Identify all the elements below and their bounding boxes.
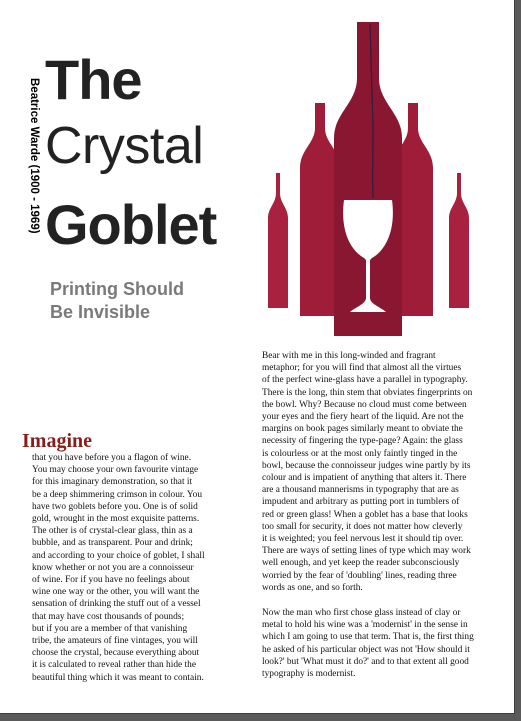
author-text: Beatrice Warde (1900 - 1969): [28, 78, 40, 234]
wine-bottles-goblet-illustration: [262, 18, 474, 348]
text-line: and according to your choice of goblet, I shall: [32, 550, 205, 561]
text-line: tribe, the amateurs of fine vintages, you will: [32, 636, 198, 647]
text-line: it is calculated to reveal rather than hide the: [32, 660, 196, 671]
subtitle: [50, 278, 250, 324]
text-line: metal to hold his wine was a 'modernist' in the sense in: [262, 620, 468, 631]
text-line: well enough, and yet keep the reader subconsciously: [262, 558, 460, 569]
text-line: You may choose your own favourite vintage: [32, 465, 199, 476]
text-line: know whether or not you are a connoisseur: [32, 562, 194, 573]
text-line: beautiful thing which it was meant to contain.: [32, 672, 204, 683]
title-line-crystal: Crystal: [45, 117, 204, 175]
subtitle-line-1: Printing Should: [50, 279, 184, 299]
text-line: too small for security, it does not matter how cleverly: [262, 521, 463, 532]
text-line: The other is of crystal-clear glass, thin as a: [32, 526, 193, 537]
text-line: colour and is impatient of anything that alters it. There: [262, 473, 467, 484]
right-paragraph-1: [262, 350, 492, 594]
text-line: There are ways of setting lines of type which may work: [262, 546, 471, 557]
text-line: bowl, because the connoisseur judges wine partly by its: [262, 460, 471, 471]
text-line: Now the man who first chose glass instead of clay or: [262, 608, 461, 619]
text-line: it is weighted; you feel nervous lest it should tip over.: [262, 534, 464, 545]
text-line: that may have cost thousands of pounds;: [32, 611, 185, 622]
text-line: bubble, and as transparent. Pour and drink;: [32, 538, 193, 549]
text-line: choose the crystal, because everything about: [32, 648, 200, 659]
text-line: metaphor; for you will find that almost all the virtues: [262, 363, 462, 374]
text-line: for this imaginary demonstration, so that it: [32, 477, 193, 488]
text-line: your eyes and the fiery heart of the liquid. Are not the: [262, 412, 464, 423]
text-line: be a deep shimmering crimson in colour. You: [32, 489, 203, 500]
title-line-the: The: [45, 48, 142, 111]
subtitle-line-2: Be Invisible: [50, 302, 151, 322]
text-line: that you have before you a flagon of wine.: [32, 453, 192, 463]
bottle-far-left: [268, 173, 288, 308]
imagine-heading: Imagine: [22, 430, 92, 452]
text-line: red or green glass! When a goblet has a base that looks: [262, 509, 468, 520]
text-line: necessity of fingering the type-page? Again: the glass: [262, 436, 463, 447]
right-column-text: [262, 350, 492, 680]
text-line: of wine. For if you have no feelings about: [32, 575, 190, 586]
text-line: sensation of drinking the stuff out of a vessel: [32, 599, 201, 610]
author-credit: [26, 78, 42, 248]
left-column-text: [32, 452, 247, 684]
text-line: have two goblets before you. One is of solid: [32, 501, 198, 512]
text-line: look?' but 'What must it do?' and to that extent all good: [262, 656, 469, 667]
text-line: words as one, and so forth.: [262, 582, 363, 593]
text-line: gold, wrought in the most exquisite patterns.: [32, 514, 200, 525]
text-line: worried by the fear of 'doubling' lines, reading three: [262, 570, 457, 581]
text-line: of the perfect wine-glass have a parallel in typography.: [262, 375, 468, 386]
text-line: There is the long, thin stem that obviates fingerprints on: [262, 387, 473, 398]
right-paragraph-2: [262, 607, 492, 680]
text-line: are a thousand mannerisms in typography that are as: [262, 485, 459, 496]
text-line: margins on book pages similarly meant to obviate the: [262, 424, 463, 435]
text-line: wine one way or the other, you will want the: [32, 587, 200, 598]
text-line: but if you are a member of that vanishing: [32, 623, 188, 634]
text-line: impudent and arbitrary as putting port in tumblers of: [262, 497, 460, 508]
bottle-center: [334, 22, 402, 336]
text-line: which I am going to use that term. That is, the first thing: [262, 632, 474, 643]
text-line: he asked of his particular object was not 'How should it: [262, 644, 470, 655]
text-line: Bear with me in this long-winded and fragrant: [262, 351, 436, 361]
text-line: typography is modernist.: [262, 669, 356, 680]
text-line: is colourless or at the most only faintly tinged in the: [262, 448, 458, 459]
text-line: the bowl. Why? Because no cloud must come between: [262, 399, 467, 410]
title-line-goblet: Goblet: [45, 193, 217, 256]
bottle-far-right: [449, 173, 469, 308]
